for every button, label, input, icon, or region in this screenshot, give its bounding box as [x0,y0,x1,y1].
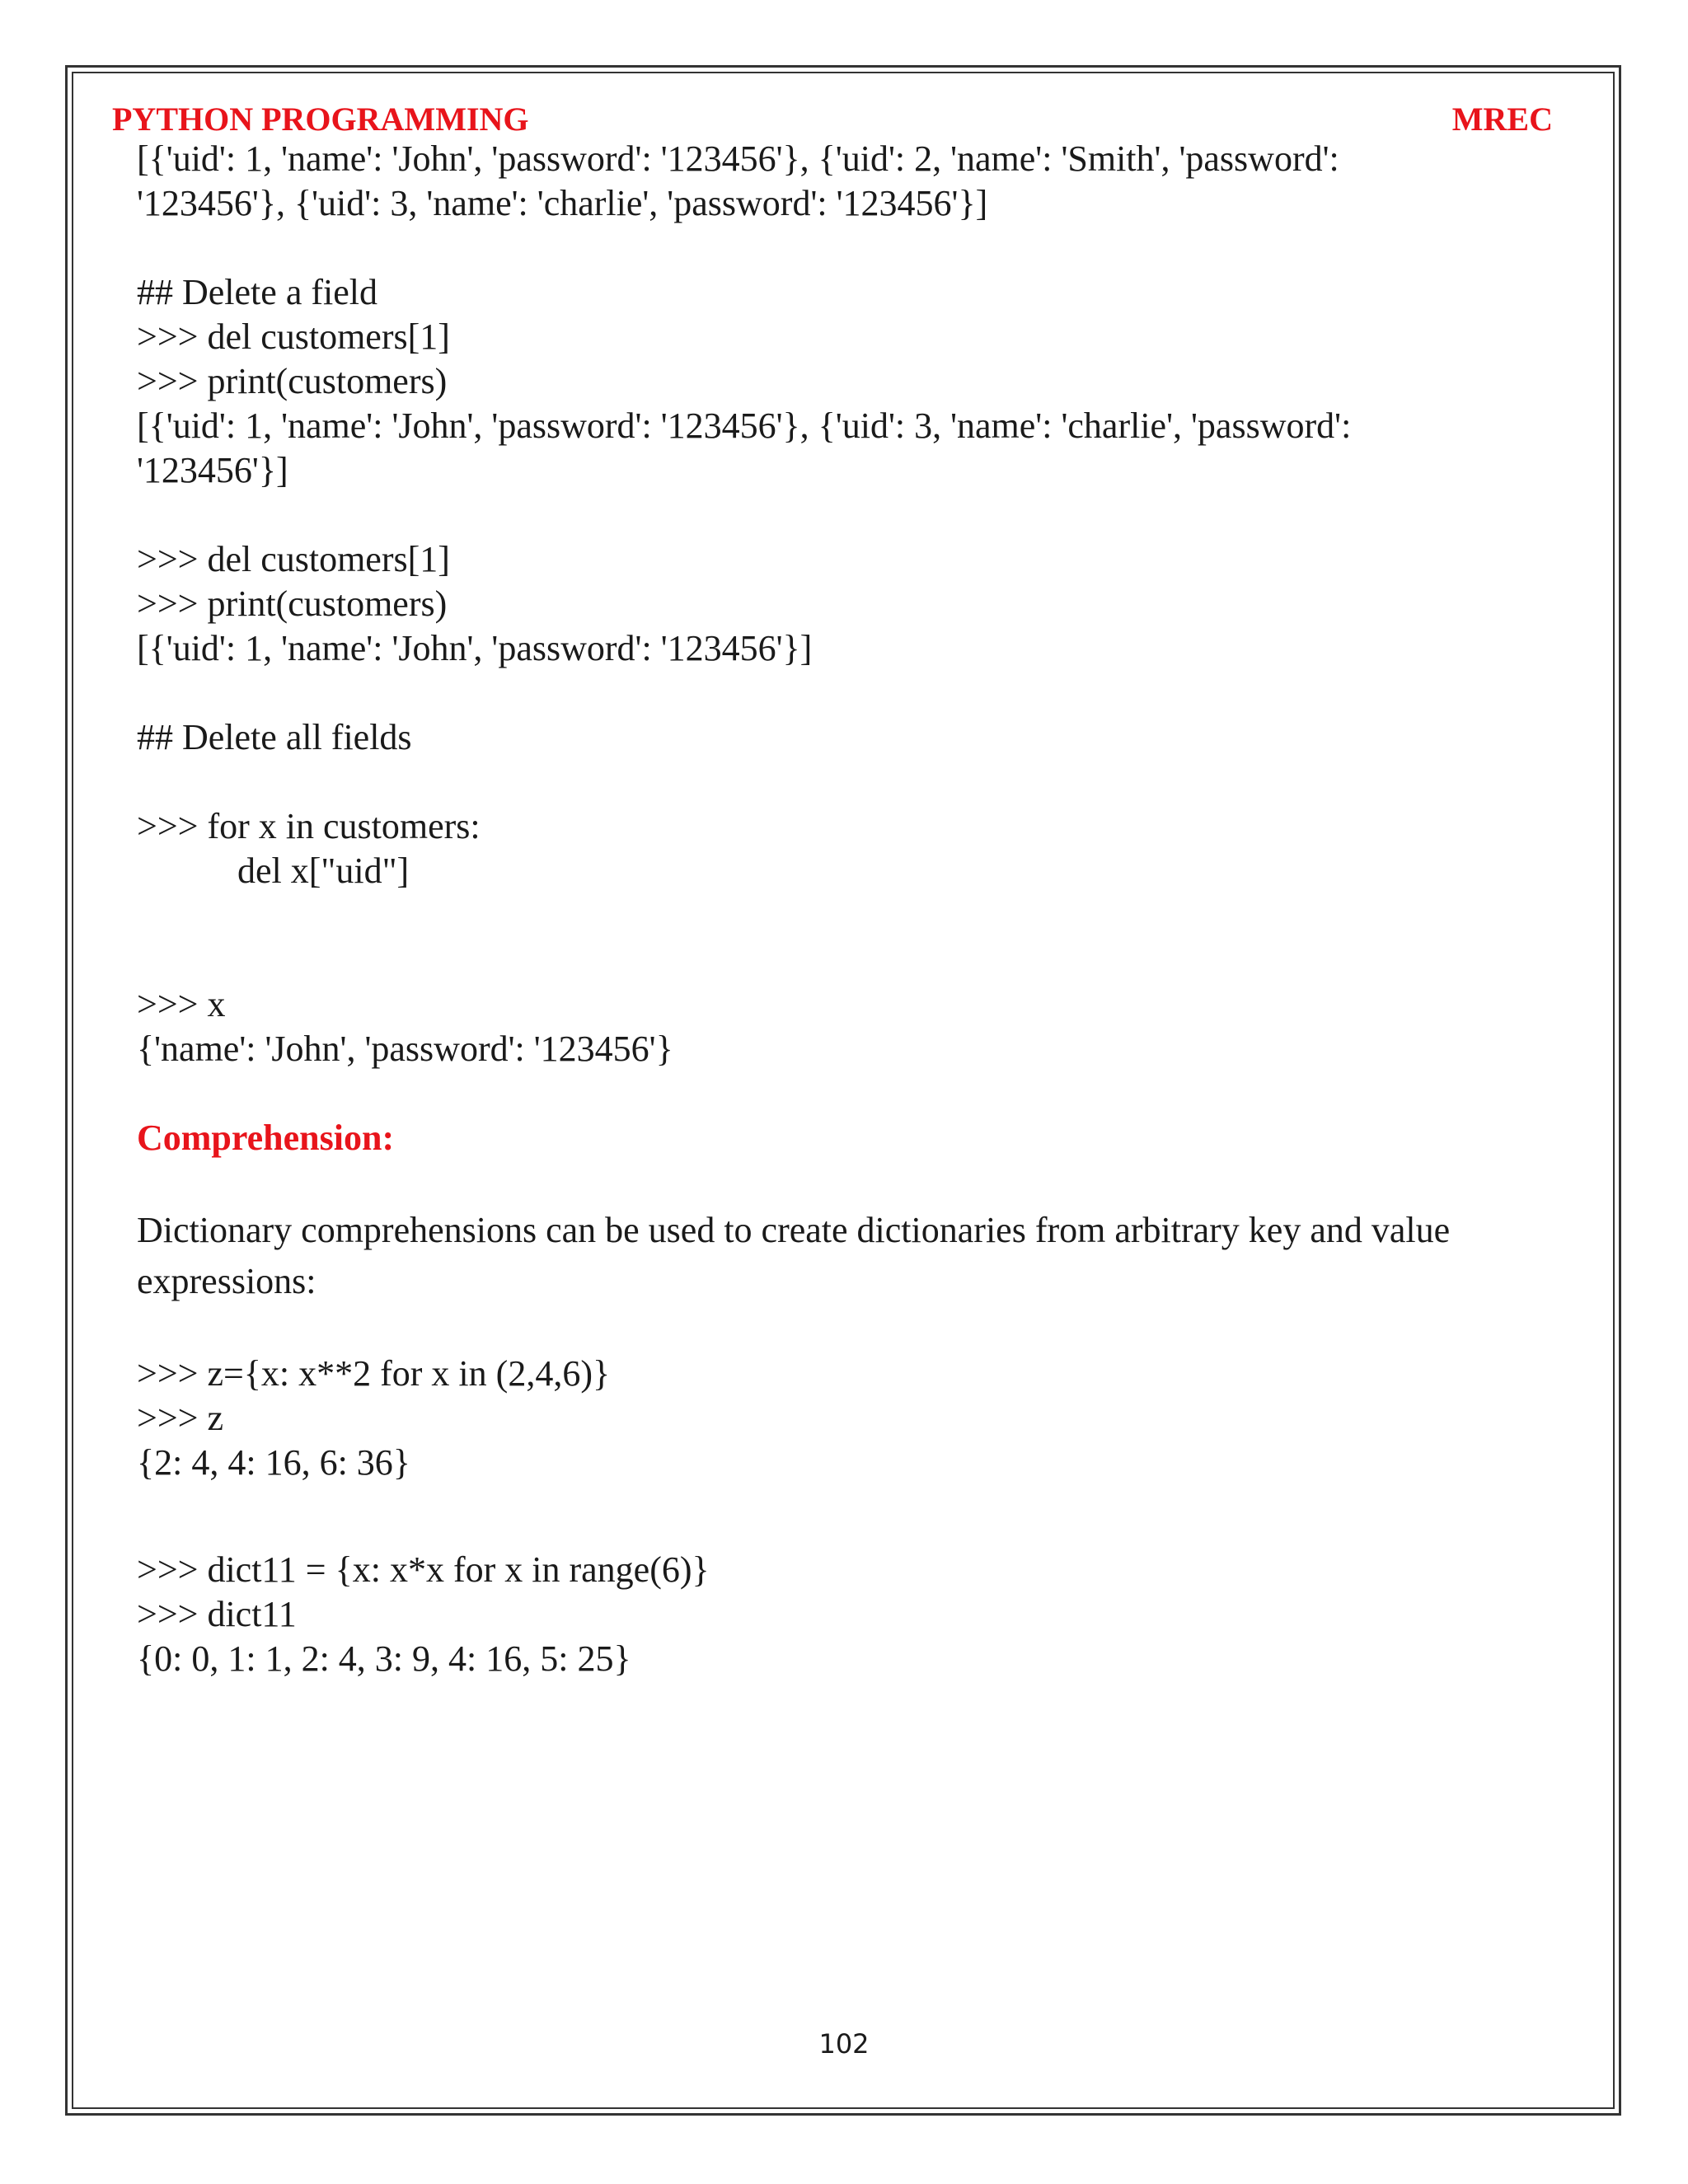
page-number: 102 [818,2028,870,2060]
code-line-indented: del x["uid"] [237,851,410,891]
header-course-title: PYTHON PROGRAMMING [112,101,529,138]
code-line: >>> dict11 [137,1594,297,1634]
output-line: {'name': 'John', 'password': '123456'} [137,1029,673,1069]
code-line: >>> z [137,1398,223,1438]
code-line: >>> x [137,984,226,1024]
code-line: >>> dict11 = {x: x*x for x in range(6)} [137,1549,710,1590]
code-line: >>> print(customers) [137,583,448,624]
output-line: '123456'}, {'uid': 3, 'name': 'charlie', 'password': '123456'}] [137,183,988,223]
output-line: '123456'}] [137,450,288,490]
code-line: >>> for x in customers: [137,806,481,846]
comment-line: ## Delete a field [137,272,377,312]
output-line: [{'uid': 1, 'name': 'John', 'password': '123456'}] [137,628,813,668]
code-line: >>> del customers[1] [137,316,450,357]
code-line: >>> print(customers) [137,361,448,401]
header-institution: MREC [1451,101,1553,138]
output-line: {2: 4, 4: 16, 6: 36} [137,1442,410,1483]
output-line: [{'uid': 1, 'name': 'John', 'password': '123456'}, {'uid': 2, 'name': 'Smith', 'password': [137,138,1339,179]
comment-line: ## Delete all fields [137,717,412,757]
section-heading: Comprehension: [137,1118,395,1158]
output-line: [{'uid': 1, 'name': 'John', 'password': '123456'}, {'uid': 3, 'name': 'charlie', 'password': [137,405,1352,446]
code-line: >>> z={x: x**2 for x in (2,4,6)} [137,1353,611,1394]
output-line: {0: 0, 1: 1, 2: 4, 3: 9, 4: 16, 5: 25} [137,1638,631,1679]
paragraph: Dictionary comprehensions can be used to create dictionaries from arbitrary key and value expressions: [137,1210,1451,1301]
code-line: >>> del customers[1] [137,539,450,579]
page-content [137,137,1554,1681]
